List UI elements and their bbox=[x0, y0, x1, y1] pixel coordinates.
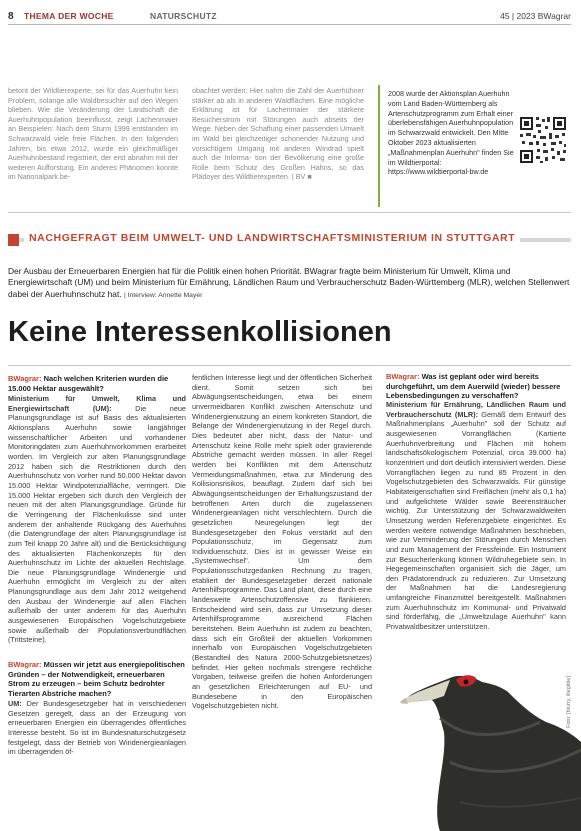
qr-code[interactable] bbox=[518, 115, 568, 165]
continued-column-2-text: obachtet werden: Hier nahm die Zahl der Auerhühner stärker ab als in anderen Waldflächen. Eine mögliche Erklärung ist für Lachenmaier der stärkere Besucherstrom mit Störungen auch abseits der Wege. Neben der Schaffung einer passenden Umwelt im Wald bei gleichzeitiger schonender Nutzung und vorsichtigem Umgang mit anderen Windrad spielt auch die Informa- tion der Bevölkerung eine große Rolle beim Schutz des Großen Hahns, so das Plädoyer des Wildtierexperten. bbox=[192, 86, 364, 182]
author-mark: | BV ■ bbox=[291, 172, 312, 182]
answer-3-org: Ministerium für Ernährung, Ländlichen Raum und Verbraucherschutz (MLR): bbox=[386, 400, 566, 419]
headline: Keine Interessenkollisionen bbox=[8, 316, 392, 348]
intro-text: Der Ausbau der Erneuerbaren Energien hat für die Politik einen hohen Priorität. BWagrar fragte beim Ministerium für Umwelt, Klima und Energiewirtschaft (UM) und beim Ministerium für Ernährung, Ländlichen Raum und Verbraucherschutz Baden-Württemberg (MLR), welchen Stellenwert dabei der Auerhuhnschutz hat. bbox=[8, 266, 570, 299]
question-2-org: BWagrar: bbox=[8, 660, 42, 669]
answer-2-text: Der Bundesgesetzgeber hat in verschiedenen Gesetzen geregelt, dass an der Erzeugung von erneuerbaren Energien ein überragendes öffentliches Interesse besteht. So ist im Bundesnaturschutzgesetz festgelegt, dass der Betrieb von Windenergieanlagen im überragenden öf- bbox=[8, 699, 187, 757]
headline-divider bbox=[8, 365, 571, 366]
interview-credit: | Interview: Annette Mayer bbox=[123, 291, 203, 299]
answer-1 bbox=[8, 394, 186, 645]
answer-3-text: Gemäß dem Entwurf des Maßnahmenplans „Auerhuhn" soll der Schutz auf ausgewiesenen Vorrangflächen (Kartierte Auerhuhnverbreitung und Flächen mit hohem landschaftsökologischem Potenzial, circa 39.000 ha) konzentriert und dort deutlich intensiviert werden. Diese Vorrangflächen liegen zu rund 85 Prozent in den Vogelschutzgebieten des Schwarzwalds. Für günstige Habitateigenschaften sind Freiflächen (mehr als 0,1 ha) und aufgelichtete Wälder sowie Beerensträucher wichtig. Zur Unterstützung der Schwarzwaldweiten Umsetzung werden Referenzgebiete eingerichtet. Es werden weitere notwendige Maßnahmen beschrieben, wie zur Verminderung der Störungen durch Menschen und zum Management der Fressfeinde. Ein Instrument zur Besucherlenkung können Wildruhegebiete sein. In Hegegemeinschaften organisiert sich die Jäger, um den Prädatorendruck zu reduzieren. Zur Umsetzung der Maßnahmen hat die Landesregierung umfangreiche Finanzmittel bereitgestellt. Maßnahmen zum Auerhuhnschutz im Kommunal- und Privatwald sind förderfähig, die „Umweltzulage Auerhuhn" kann Privatwaldbesitzer unterstützen. bbox=[386, 409, 566, 632]
photo-credit: Foto: [blurry, illegible] bbox=[566, 676, 572, 728]
section-label: THEMA DER WOCHE bbox=[24, 11, 114, 21]
issue-label: 45 | 2023 BWagrar bbox=[500, 11, 571, 21]
question-1-text: Nach welchen Kriterien wurden die 15.000 Hektar ausgewählt? bbox=[8, 374, 169, 393]
band-arrow-icon bbox=[8, 234, 19, 246]
interview-band bbox=[8, 232, 571, 249]
header-divider bbox=[8, 24, 571, 25]
page-number: 8 bbox=[8, 11, 14, 22]
band-title: NACHGEFRAGT BEIM UMWELT- UND LANDWIRTSCHAFTSMINISTERIUM IN STUTTGART bbox=[24, 232, 520, 244]
capercaillie-photo bbox=[300, 622, 581, 831]
info-box-text: 2008 wurde der Aktionsplan Auerhuhn vom Land Baden-Württemberg als Artenschutzprogramm zum Erhalt einer überlebensfähigen Auerhuhnpopulation im Schwarzwald entwickelt. Den Mitte Oktober 2023 aktualisierten „Maßnahmenplan Auerhuhn" finden Sie im Wildtierportal: https://www.wildtierportal-bw.de bbox=[388, 89, 514, 177]
continued-column-1: betont der Wildtierexperte, sei für das Auerhuhn kein Problem, solange alle Waldbesucher auf den Wegen blieben. Wie die Veränderung der Landschaft die Auerhuhnpopulation beeinflusst, zeigt Lachenmaier an Beispielen: Nach dem Sturm 1999 entstanden im Schwarzwald viele freie Flächen. In den folgenden Jahren, bis etwa 2012, wurde ein gleichmäßiger Auerhuhnbestand registriert, der erst abnahm mit der weiteren Aufforstung. Ein anderes Phänomen konnte im Nationalpark be- bbox=[8, 86, 178, 182]
info-box bbox=[378, 85, 572, 207]
subsection-label: NATURSCHUTZ bbox=[150, 11, 217, 21]
answer-1-org: Ministerium für Umwelt, Klima und Energiewirtschaft (UM): bbox=[8, 394, 186, 413]
answer-2-org: UM: bbox=[8, 699, 22, 708]
question-1-org: BWagrar: bbox=[8, 374, 42, 383]
question-2-text: Müssen wir jetzt aus energiepolitischen Gründen – der Notwendigkeit, erneuerbaren Strom zu erzeugen – beim Schutz bedrohter Tierarten Abstriche machen? bbox=[8, 660, 185, 698]
intro-paragraph bbox=[8, 266, 571, 301]
question-1 bbox=[8, 374, 186, 393]
answer-2 bbox=[8, 699, 186, 757]
section-divider bbox=[8, 212, 571, 213]
answer-3 bbox=[386, 400, 566, 632]
continued-column-2 bbox=[192, 86, 364, 182]
question-2 bbox=[8, 660, 186, 698]
answer-1-text: Die neue Planungsgrundlage ist auf Basis des aktualisierten Aktionsplans Auerhuhn sowie langjähriger wissenschaftlicher Arbeiten und vorhandener Monitoringdaten zum Auerhuhnvorkommen erarbeitet worden. Im Vergleich zur alten Planungsgrundlage 2012 haben sich die Restriktionen durch den Auerhuhnschutz von vorher rund 50.000 Hektar davon 15.000 Hektar Windpotenzialfläche, verringert. Die 15.000 Hektar ergeben sich durch den Vergleich der neuen mit der alten Planungsgrundlage. Gründe für die Verringerung der Flächenkulisse sind unter anderem der anhaltende Rückgang des Auerhuhns (die Datengrundlage der alten Planungsgrundlage ist zum Teil knapp 20 Jahre alt) und die Berücksichtigung des aktualisierten Flächenkonzepts für den Auerhuhnschutz im Lichte der aktuellen Rechtslage. Die neue Planungsgrundlage Windenergie und Auerhuhn ermöglicht im Vergleich zu der alten Planungsgrundlage aus dem Jahr 2012 weitgehend den Ausbau der Windenergie auf allen Flächen außerhalb der unter anderem für das Auerhuhn ausgewiesenen Europäischen Vogelschutzgebiete sowie außerhalb der Populationsverbundflächen (Trittsteine). bbox=[8, 403, 186, 645]
question-3-text: Was ist geplant oder wird bereits durchgeführt, um dem Auerwild (wieder) bessere Lebensbedingungen zu verschaffen? bbox=[386, 372, 561, 400]
article-column-2: fentlichen Interesse liegt und der öffentlichen Sicherheit dient. Somit setzen sich bei Abwägungsentscheidungen, etwa bei einem unvermeidbaren Konflikt zwischen Artenschutz und Windenergienutzung an einem konkreten Standort, die Belange der Windenergienutzung in der Regel durch. Dies bedeutet aber nicht, dass der Natur- und Artenschutz keine Rolle mehr spielt oder gravierende Abstriche gemacht werden müssen. In aller Regel werden bei Konflikten mit dem Artenschutz Vermeidungsmaßnahmen, etwa zur Minderung des Kollisionsrisikos, beauflagt. Zudem darf sich bei Abwägungsentscheidungen der Erhaltungszustand der betroffenen Arten durch die zugelassenen Windenergieanlagen nicht verschlechtern. Durch die gesetzlichen Neuregelungen legt der Bundesgesetzgeber den Fokus verstärkt auf den Populationsschutz, im Gegensatz zum Individuenschutz. Dies ist in gewisser Weise ein „Systemwechsel". Um dem Populationsschutzgedanken Rechnung zu tragen, etabliert der Bundesgesetzgeber derzeit nationale Artenhilfsprogramme. Das Land plant, diese durch eine landesweite Artenschutzoffensive zu flankieren. Entscheidend wird sein, dass zur Umsetzung dieser Artenhilfsprogramme ausreichend Flächen bereitstehen. Beim Auerhuhn ist zudem zu beachten, dass sich ein Großteil der aktuellen Vorkommen innerhalb von Europäischen Vogelschutzgebieten (Bestandteil des Natura 2000-Schutzgebietsnetzes) befindet. Hier gelten nochmals strengere rechtliche Vorgaben, teilweise greifen die hohen Anforderungen an gesetzlichen Erleichterungen auf EU- und Bundesebene in den Europäischen Vogelschutzgebieten nicht. bbox=[192, 373, 372, 711]
question-3 bbox=[386, 372, 566, 401]
question-3-org: BWagrar: bbox=[386, 372, 420, 381]
